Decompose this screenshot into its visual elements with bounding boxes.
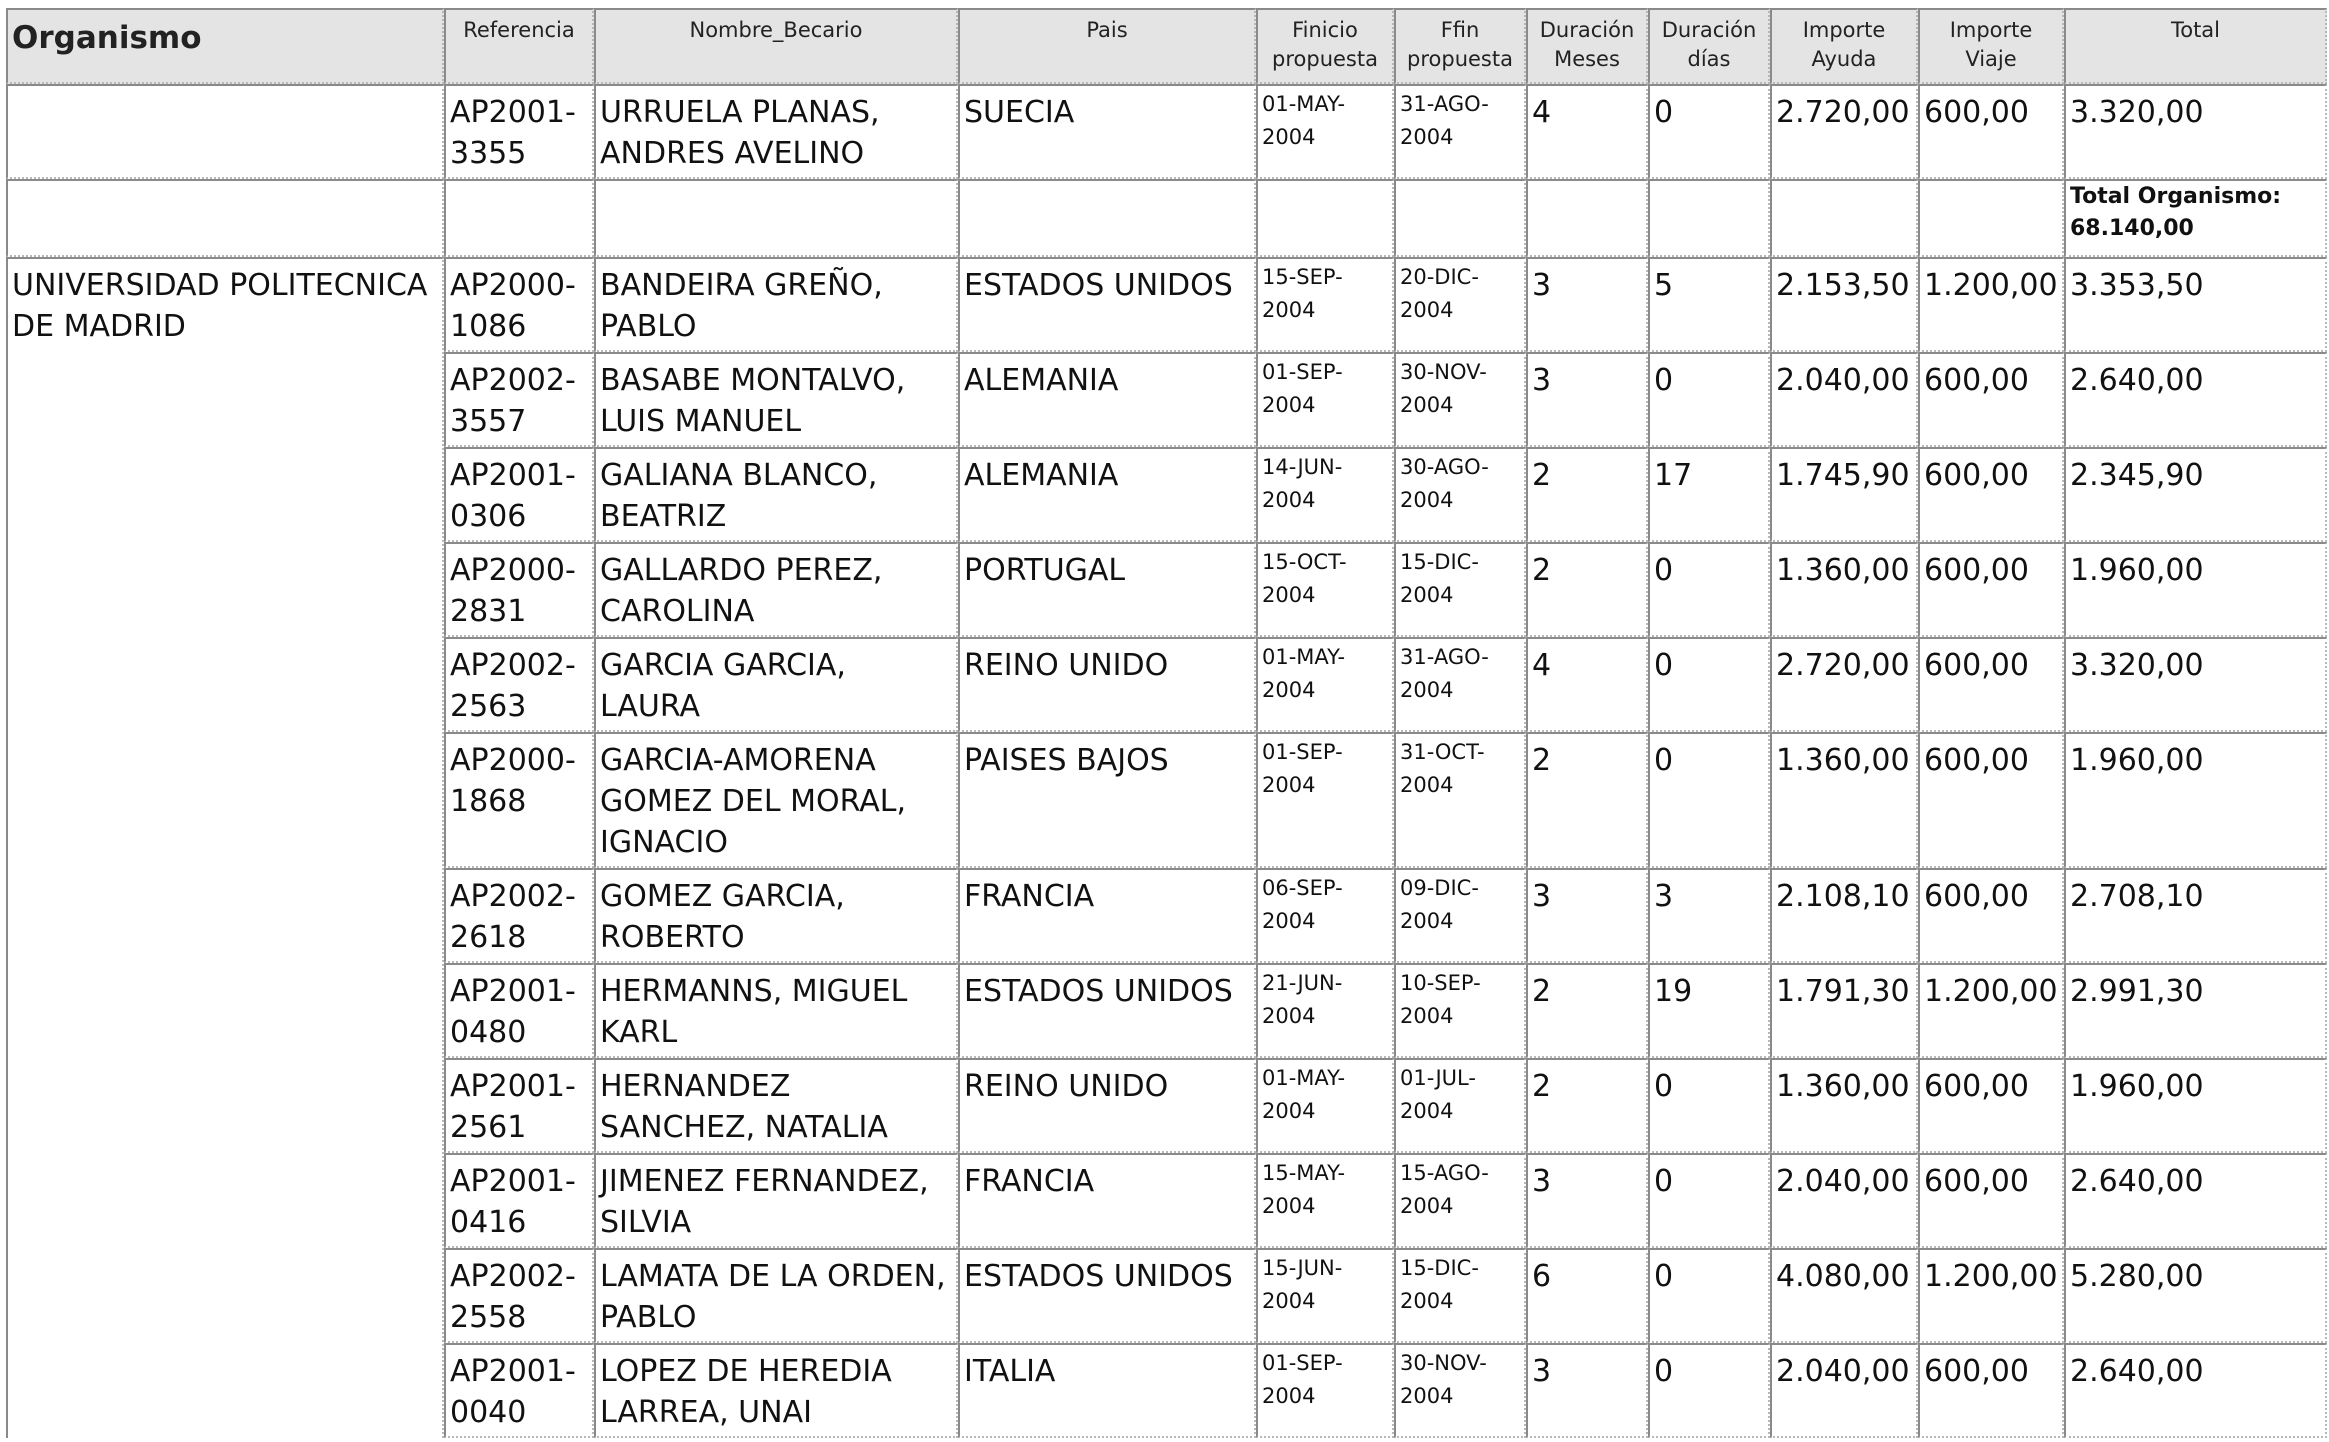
importe-ayuda-cell: 1.360,00 xyxy=(1770,732,1918,868)
total-cell: 3.353,50 xyxy=(2064,257,2327,352)
nombre-cell: HERNANDEZ SANCHEZ, NATALIA xyxy=(594,1058,958,1153)
referencia-cell: AP2002-3557 xyxy=(444,352,594,447)
importe-viaje-cell: 600,00 xyxy=(1918,352,2064,447)
empty-cell xyxy=(1648,179,1770,257)
fecha-inicio-cell: 15-OCT-2004 xyxy=(1256,542,1394,637)
empty-cell xyxy=(1526,179,1648,257)
empty-cell xyxy=(6,179,444,257)
fecha-fin-cell: 10-SEP-2004 xyxy=(1394,963,1526,1058)
empty-cell xyxy=(1394,179,1526,257)
header-total: Total xyxy=(2064,8,2327,84)
duracion-dias-cell: 0 xyxy=(1648,1248,1770,1343)
duracion-meses-cell: 2 xyxy=(1526,1058,1648,1153)
importe-ayuda-cell: 2.108,10 xyxy=(1770,868,1918,963)
empty-cell xyxy=(444,179,594,257)
referencia-cell: AP2000-1086 xyxy=(444,257,594,352)
pais-cell: ALEMANIA xyxy=(958,447,1256,542)
total-cell: 1.960,00 xyxy=(2064,1058,2327,1153)
duracion-meses-cell: 2 xyxy=(1526,963,1648,1058)
fecha-inicio-cell: 01-MAY-2004 xyxy=(1256,1058,1394,1153)
empty-cell xyxy=(1256,179,1394,257)
nombre-cell: BASABE MONTALVO, LUIS MANUEL xyxy=(594,352,958,447)
importe-viaje-cell: 600,00 xyxy=(1918,868,2064,963)
importe-ayuda-cell: 1.745,90 xyxy=(1770,447,1918,542)
fecha-inicio-cell: 15-SEP-2004 xyxy=(1256,257,1394,352)
nombre-cell: HERMANNS, MIGUEL KARL xyxy=(594,963,958,1058)
header-importe-viaje: Importe Viaje xyxy=(1918,8,2064,84)
pais-cell: PAISES BAJOS xyxy=(958,732,1256,868)
fecha-fin-cell: 15-DIC-2004 xyxy=(1394,542,1526,637)
fecha-fin-cell: 31-AGO-2004 xyxy=(1394,637,1526,732)
fecha-inicio-cell: 21-JUN-2004 xyxy=(1256,963,1394,1058)
fecha-fin-cell: 30-AGO-2004 xyxy=(1394,447,1526,542)
fecha-inicio-cell: 01-MAY-2004 xyxy=(1256,84,1394,179)
duracion-dias-cell: 5 xyxy=(1648,257,1770,352)
fecha-fin-cell: 01-JUL-2004 xyxy=(1394,1058,1526,1153)
header-duracion-meses: Duración Meses xyxy=(1526,8,1648,84)
nombre-cell: GOMEZ GARCIA, ROBERTO xyxy=(594,868,958,963)
importe-ayuda-cell: 2.040,00 xyxy=(1770,1153,1918,1248)
pais-cell: REINO UNIDO xyxy=(958,1058,1256,1153)
referencia-cell: AP2002-2618 xyxy=(444,868,594,963)
fecha-fin-cell: 30-NOV-2004 xyxy=(1394,352,1526,447)
importe-ayuda-cell: 2.720,00 xyxy=(1770,637,1918,732)
header-referencia: Referencia xyxy=(444,8,594,84)
duracion-meses-cell: 3 xyxy=(1526,1343,1648,1438)
nombre-cell: LAMATA DE LA ORDEN, PABLO xyxy=(594,1248,958,1343)
duracion-dias-cell: 0 xyxy=(1648,637,1770,732)
referencia-cell: AP2001-0480 xyxy=(444,963,594,1058)
total-cell: 3.320,00 xyxy=(2064,637,2327,732)
duracion-dias-cell: 19 xyxy=(1648,963,1770,1058)
duracion-meses-cell: 3 xyxy=(1526,1153,1648,1248)
duracion-meses-cell: 4 xyxy=(1526,637,1648,732)
total-organismo-value: 68.140,00 xyxy=(2070,216,2194,241)
total-cell: 2.991,30 xyxy=(2064,963,2327,1058)
pais-cell: ESTADOS UNIDOS xyxy=(958,257,1256,352)
empty-cell xyxy=(1918,179,2064,257)
duracion-dias-cell: 0 xyxy=(1648,1058,1770,1153)
nombre-cell: GARCIA GARCIA, LAURA xyxy=(594,637,958,732)
header-ffin: Ffin propuesta xyxy=(1394,8,1526,84)
referencia-cell: AP2002-2563 xyxy=(444,637,594,732)
fecha-fin-cell: 31-AGO-2004 xyxy=(1394,84,1526,179)
pais-cell: ESTADOS UNIDOS xyxy=(958,963,1256,1058)
nombre-cell: GALLARDO PEREZ, CAROLINA xyxy=(594,542,958,637)
total-cell: 2.640,00 xyxy=(2064,1153,2327,1248)
organismo-name-cell: UNIVERSIDAD POLITECNICA DE MADRID xyxy=(6,257,444,1438)
importe-viaje-cell: 1.200,00 xyxy=(1918,1248,2064,1343)
duracion-dias-cell: 0 xyxy=(1648,542,1770,637)
duracion-dias-cell: 0 xyxy=(1648,732,1770,868)
duracion-dias-cell: 0 xyxy=(1648,352,1770,447)
importe-ayuda-cell: 2.040,00 xyxy=(1770,352,1918,447)
header-pais: Pais xyxy=(958,8,1256,84)
importe-ayuda-cell: 4.080,00 xyxy=(1770,1248,1918,1343)
duracion-dias-cell: 0 xyxy=(1648,1153,1770,1248)
fecha-inicio-cell: 01-SEP-2004 xyxy=(1256,352,1394,447)
header-organismo: Organismo xyxy=(6,8,444,84)
total-organismo-label: Total Organismo: xyxy=(2070,184,2282,209)
fecha-fin-cell: 15-AGO-2004 xyxy=(1394,1153,1526,1248)
importe-viaje-cell: 600,00 xyxy=(1918,1153,2064,1248)
fecha-fin-cell: 31-OCT-2004 xyxy=(1394,732,1526,868)
referencia-cell: AP2002-2558 xyxy=(444,1248,594,1343)
nombre-cell: GARCIA-AMORENA GOMEZ DEL MORAL, IGNACIO xyxy=(594,732,958,868)
total-cell: 2.640,00 xyxy=(2064,1343,2327,1438)
importe-ayuda-cell: 1.360,00 xyxy=(1770,1058,1918,1153)
pais-cell: ALEMANIA xyxy=(958,352,1256,447)
duracion-meses-cell: 6 xyxy=(1526,1248,1648,1343)
pais-cell: ESTADOS UNIDOS xyxy=(958,1248,1256,1343)
duracion-dias-cell: 0 xyxy=(1648,1343,1770,1438)
table-header-row xyxy=(6,8,2327,84)
fecha-inicio-cell: 01-SEP-2004 xyxy=(1256,732,1394,868)
importe-ayuda-cell: 1.360,00 xyxy=(1770,542,1918,637)
pais-cell: FRANCIA xyxy=(958,868,1256,963)
nombre-cell: GALIANA BLANCO, BEATRIZ xyxy=(594,447,958,542)
referencia-cell: AP2001-0416 xyxy=(444,1153,594,1248)
fecha-inicio-cell: 15-MAY-2004 xyxy=(1256,1153,1394,1248)
referencia-cell: AP2000-1868 xyxy=(444,732,594,868)
fecha-fin-cell: 15-DIC-2004 xyxy=(1394,1248,1526,1343)
pais-cell: REINO UNIDO xyxy=(958,637,1256,732)
importe-viaje-cell: 1.200,00 xyxy=(1918,257,2064,352)
importe-viaje-cell: 600,00 xyxy=(1918,447,2064,542)
nombre-cell: JIMENEZ FERNANDEZ, SILVIA xyxy=(594,1153,958,1248)
nombre-cell: LOPEZ DE HEREDIA LARREA, UNAI xyxy=(594,1343,958,1438)
referencia-cell: AP2001-2561 xyxy=(444,1058,594,1153)
pais-cell: FRANCIA xyxy=(958,1153,1256,1248)
duracion-dias-cell: 0 xyxy=(1648,84,1770,179)
duracion-meses-cell: 3 xyxy=(1526,868,1648,963)
fecha-fin-cell: 09-DIC-2004 xyxy=(1394,868,1526,963)
duracion-meses-cell: 4 xyxy=(1526,84,1648,179)
total-cell: 2.708,10 xyxy=(2064,868,2327,963)
organismo-total-row xyxy=(6,179,2327,257)
nombre-cell: BANDEIRA GREÑO, PABLO xyxy=(594,257,958,352)
scanned-document-page xyxy=(6,8,2327,1440)
importe-viaje-cell: 600,00 xyxy=(1918,637,2064,732)
total-cell: 1.960,00 xyxy=(2064,542,2327,637)
duracion-meses-cell: 2 xyxy=(1526,732,1648,868)
referencia-cell: AP2000-2831 xyxy=(444,542,594,637)
importe-viaje-cell: 600,00 xyxy=(1918,1343,2064,1438)
header-duracion-dias: Duración días xyxy=(1648,8,1770,84)
fecha-inicio-cell: 06-SEP-2004 xyxy=(1256,868,1394,963)
fecha-inicio-cell: 15-JUN-2004 xyxy=(1256,1248,1394,1343)
duracion-meses-cell: 2 xyxy=(1526,447,1648,542)
table-row xyxy=(6,257,2327,352)
total-cell: 2.345,90 xyxy=(2064,447,2327,542)
total-cell: 1.960,00 xyxy=(2064,732,2327,868)
empty-cell xyxy=(1770,179,1918,257)
referencia-cell: AP2001-0306 xyxy=(444,447,594,542)
importe-ayuda-cell: 2.153,50 xyxy=(1770,257,1918,352)
referencia-cell: AP2001-3355 xyxy=(444,84,594,179)
header-nombre-becario: Nombre_Becario xyxy=(594,8,958,84)
referencia-cell: AP2001-0040 xyxy=(444,1343,594,1438)
duracion-meses-cell: 3 xyxy=(1526,352,1648,447)
table-row xyxy=(6,84,2327,179)
total-cell: 3.320,00 xyxy=(2064,84,2327,179)
pais-cell: SUECIA xyxy=(958,84,1256,179)
fecha-inicio-cell: 14-JUN-2004 xyxy=(1256,447,1394,542)
empty-cell xyxy=(958,179,1256,257)
header-importe-ayuda: Importe Ayuda xyxy=(1770,8,1918,84)
pais-cell: PORTUGAL xyxy=(958,542,1256,637)
importe-viaje-cell: 600,00 xyxy=(1918,1058,2064,1153)
becarios-table xyxy=(6,8,2327,1438)
pais-cell: ITALIA xyxy=(958,1343,1256,1438)
fecha-fin-cell: 20-DIC-2004 xyxy=(1394,257,1526,352)
duracion-meses-cell: 2 xyxy=(1526,542,1648,637)
importe-viaje-cell: 600,00 xyxy=(1918,84,2064,179)
importe-ayuda-cell: 2.720,00 xyxy=(1770,84,1918,179)
importe-viaje-cell: 600,00 xyxy=(1918,542,2064,637)
total-cell: 5.280,00 xyxy=(2064,1248,2327,1343)
fecha-fin-cell: 30-NOV-2004 xyxy=(1394,1343,1526,1438)
importe-ayuda-cell: 2.040,00 xyxy=(1770,1343,1918,1438)
duracion-meses-cell: 3 xyxy=(1526,257,1648,352)
total-organismo-cell xyxy=(2064,179,2327,257)
importe-ayuda-cell: 1.791,30 xyxy=(1770,963,1918,1058)
nombre-cell: URRUELA PLANAS, ANDRES AVELINO xyxy=(594,84,958,179)
duracion-dias-cell: 17 xyxy=(1648,447,1770,542)
header-finicio: Finicio propuesta xyxy=(1256,8,1394,84)
organismo-cell xyxy=(6,84,444,179)
empty-cell xyxy=(594,179,958,257)
importe-viaje-cell: 600,00 xyxy=(1918,732,2064,868)
fecha-inicio-cell: 01-SEP-2004 xyxy=(1256,1343,1394,1438)
duracion-dias-cell: 3 xyxy=(1648,868,1770,963)
importe-viaje-cell: 1.200,00 xyxy=(1918,963,2064,1058)
total-cell: 2.640,00 xyxy=(2064,352,2327,447)
fecha-inicio-cell: 01-MAY-2004 xyxy=(1256,637,1394,732)
